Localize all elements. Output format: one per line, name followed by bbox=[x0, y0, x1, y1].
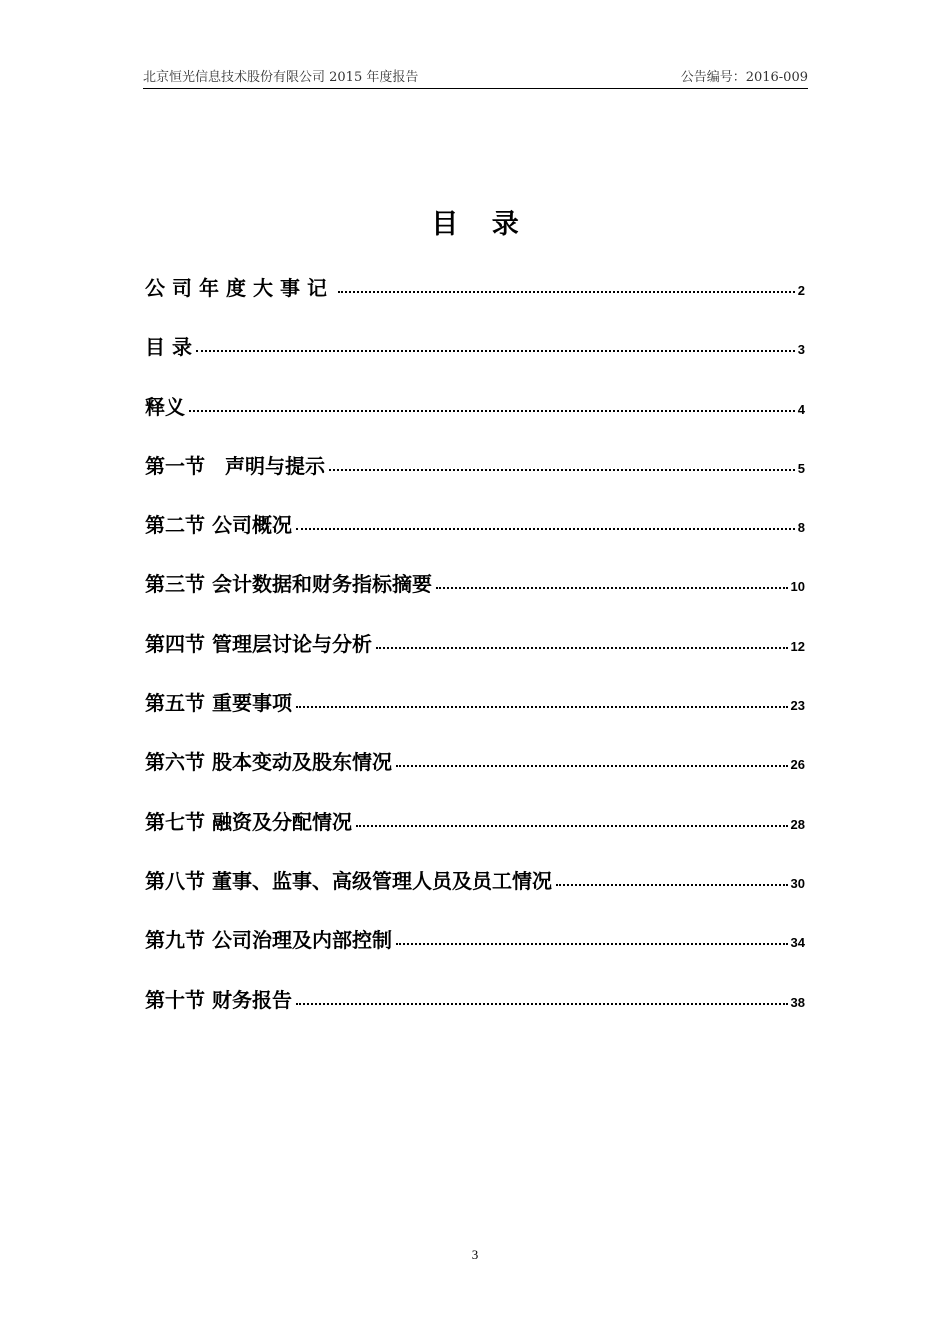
page-header bbox=[143, 66, 808, 89]
toc-entry-page: 30 bbox=[790, 875, 805, 891]
toc-entry-page: 2 bbox=[797, 283, 805, 298]
dot-leader bbox=[436, 586, 788, 589]
toc-title: 目 录 bbox=[431, 209, 531, 240]
dot-leader bbox=[196, 349, 795, 352]
dot-leader bbox=[296, 527, 795, 530]
toc-entry-section-2[interactable] bbox=[145, 509, 805, 568]
toc-entry-section-3[interactable] bbox=[145, 568, 805, 627]
toc-entry-section-10[interactable] bbox=[145, 984, 805, 1043]
table-of-contents bbox=[145, 272, 805, 1043]
toc-entry-page: 26 bbox=[790, 757, 805, 773]
dot-leader bbox=[556, 883, 788, 886]
toc-entry-label: 第一节 声明与提示 bbox=[145, 453, 325, 478]
dot-leader bbox=[189, 409, 795, 412]
toc-entry-page: 4 bbox=[797, 401, 805, 417]
toc-entry-page: 10 bbox=[790, 579, 805, 595]
dot-leader bbox=[396, 942, 788, 945]
toc-entry-page: 34 bbox=[790, 935, 805, 951]
toc-entry-section-8[interactable] bbox=[145, 865, 805, 924]
dot-leader bbox=[296, 705, 788, 708]
toc-entry-label: 第三节 会计数据和财务指标摘要 bbox=[145, 572, 432, 597]
toc-entry-page: 3 bbox=[797, 342, 805, 358]
toc-entry-label: 第二节 公司概况 bbox=[145, 513, 292, 538]
toc-entry-label: 第六节 股本变动及股东情况 bbox=[145, 750, 392, 775]
toc-entry-section-6[interactable] bbox=[145, 746, 805, 805]
dot-leader bbox=[356, 824, 788, 827]
toc-entry-label: 公司年度大事记 bbox=[145, 276, 334, 300]
dot-leader bbox=[329, 468, 795, 471]
toc-entry-label: 第九节 公司治理及内部控制 bbox=[145, 928, 392, 953]
toc-entry-page: 12 bbox=[790, 638, 805, 654]
toc-entry-page: 28 bbox=[790, 816, 805, 832]
page-number: 3 bbox=[471, 1247, 479, 1262]
toc-entry-section-1[interactable] bbox=[145, 450, 805, 509]
dot-leader bbox=[376, 646, 788, 649]
toc-entry-section-5[interactable] bbox=[145, 687, 805, 746]
toc-entry-page: 8 bbox=[797, 520, 805, 536]
toc-entry-definitions[interactable] bbox=[145, 391, 805, 450]
toc-entry-label: 第七节 融资及分配情况 bbox=[145, 809, 352, 834]
toc-entry-label: 目 录 bbox=[145, 335, 192, 360]
toc-entry-label: 第八节 董事、监事、高级管理人员及员工情况 bbox=[145, 868, 552, 893]
toc-entry-page: 5 bbox=[797, 460, 805, 476]
toc-entry-section-7[interactable] bbox=[145, 806, 805, 865]
toc-entry-section-4[interactable] bbox=[145, 628, 805, 687]
report-title: 北京恒光信息技术股份有限公司 2015 年度报告 bbox=[143, 70, 419, 85]
announcement-number: 公告编号：2016-009 bbox=[680, 70, 808, 85]
dot-leader bbox=[396, 764, 788, 767]
toc-entry-page: 38 bbox=[790, 994, 805, 1010]
toc-entry-label: 释义 bbox=[145, 394, 185, 419]
dot-leader bbox=[338, 290, 795, 293]
toc-entry-contents[interactable] bbox=[145, 331, 805, 390]
toc-entry-annual-events[interactable] bbox=[145, 272, 805, 331]
toc-entry-section-9[interactable] bbox=[145, 924, 805, 983]
toc-entry-label: 第十节 财务报告 bbox=[145, 987, 292, 1012]
dot-leader bbox=[296, 1002, 788, 1005]
toc-entry-label: 第四节 管理层讨论与分析 bbox=[145, 631, 372, 656]
toc-entry-page: 23 bbox=[790, 698, 805, 714]
toc-entry-label: 第五节 重要事项 bbox=[145, 691, 292, 716]
